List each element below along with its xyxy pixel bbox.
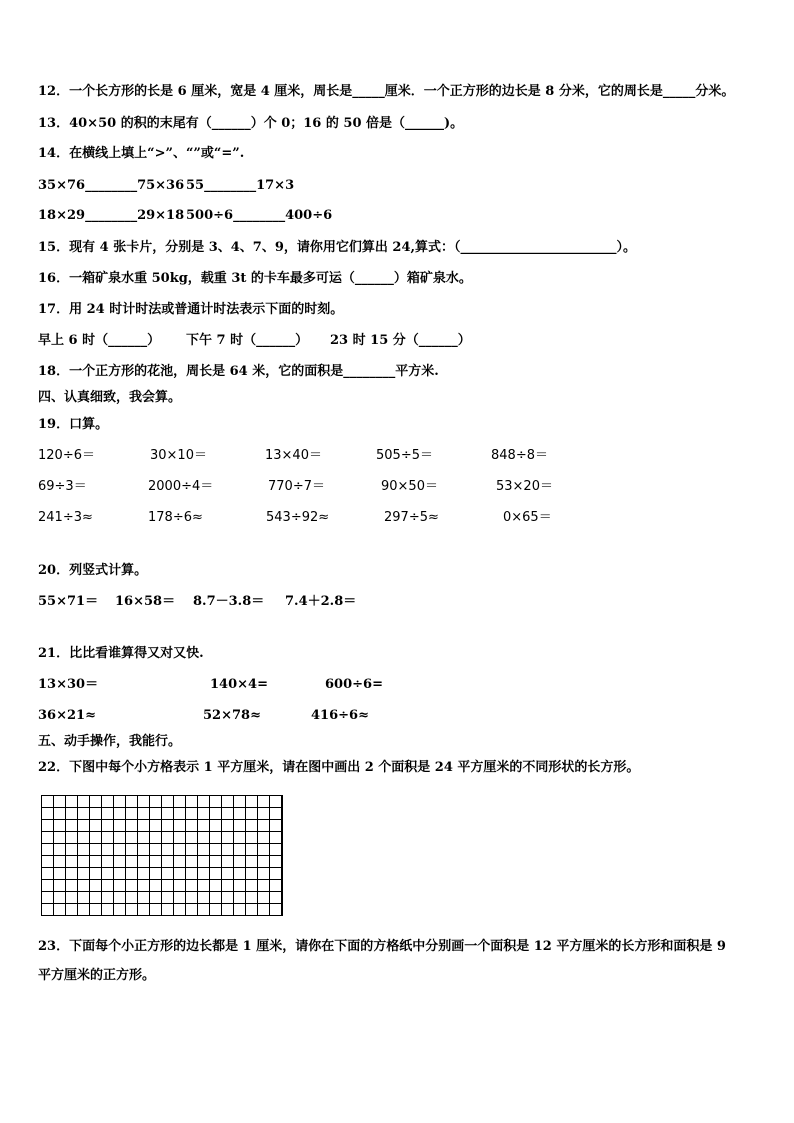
question-22: 22．下图中每个小方格表示 1 平方厘米，请在图中画出 2 个面积是 24 平方厘米的不同形状的长方形。	[38, 760, 640, 775]
q19-item: 848÷8＝	[491, 448, 548, 463]
question-14: 14．在横线上填上“>”、“”或“=”.	[38, 146, 245, 161]
q21-item: 13×30＝	[38, 677, 99, 692]
q20-item: 8.7－3.8＝	[193, 594, 265, 609]
q21-item: 36×21≈	[38, 708, 96, 723]
q19-item: 30×10＝	[150, 448, 207, 463]
question-21: 21．比比看谁算得又对又快.	[38, 646, 204, 661]
q19-item: 90×50＝	[381, 479, 438, 494]
q17-item-b: 下午 7 时（______）	[186, 333, 309, 348]
q20-item: 7.4＋2.8＝	[285, 594, 357, 609]
question-16: 16．一箱矿泉水重 50kg，载重 3t 的卡车最多可运（______）箱矿泉水。	[38, 271, 472, 286]
q19-item: 53×20＝	[496, 479, 553, 494]
q20-item: 55×71＝	[38, 594, 99, 609]
q14-item-1b: 55________17×3	[186, 178, 295, 193]
question-13: 13．40×50 的积的末尾有（______）个 0；16 的 50 倍是（______)。	[38, 116, 464, 131]
section-4-title: 四、认真细致，我会算。	[38, 390, 182, 405]
q19-item: 297÷5≈	[384, 510, 439, 525]
square-grid[interactable]	[41, 795, 283, 916]
q19-item: 543÷92≈	[266, 510, 330, 525]
q14-item-1a: 35×76________75×36	[38, 178, 185, 193]
q19-item: 0×65＝	[503, 510, 552, 525]
section-5-title: 五、动手操作，我能行。	[38, 734, 182, 749]
q21-item: 52×78≈	[203, 708, 261, 723]
q21-item: 600÷6=	[325, 677, 383, 692]
q19-item: 120÷6＝	[38, 448, 95, 463]
q14-item-2a: 18×29________29×18	[38, 208, 185, 223]
q19-item: 2000÷4＝	[148, 479, 214, 494]
q21-item: 416÷6≈	[311, 708, 369, 723]
q17-item-a: 早上 6 时（______）	[38, 333, 161, 348]
question-17: 17．用 24 时计时法或普通计时法表示下面的时刻。	[38, 302, 344, 317]
question-12: 12．一个长方形的长是 6 厘米，宽是 4 厘米，周长是_____厘米．一个正方形的边长是 8 分米，它的周长是_____分米。	[38, 84, 735, 99]
question-15: 15．现有 4 张卡片，分别是 3、4、7、9，请你用它们算出 24,算式：（________________________）。	[38, 240, 637, 255]
q19-item: 770÷7＝	[268, 479, 325, 494]
q21-item: 140×4=	[210, 677, 268, 692]
q19-item: 69÷3＝	[38, 479, 87, 494]
q20-item: 16×58＝	[115, 594, 176, 609]
q14-item-2b: 500÷6________400÷6	[186, 208, 333, 223]
question-20: 20．列竖式计算。	[38, 563, 148, 578]
question-23-line-1: 23．下面每个小正方形的边长都是 1 厘米，请你在下面的方格纸中分别画一个面积是 12 平方厘米的长方形和面积是 9	[38, 939, 726, 954]
q19-item: 241÷3≈	[38, 510, 93, 525]
question-19: 19．口算。	[38, 417, 109, 432]
q19-item: 178÷6≈	[148, 510, 203, 525]
q19-item: 505÷5＝	[376, 448, 433, 463]
q19-item: 13×40＝	[265, 448, 322, 463]
q17-item-c: 23 时 15 分（______）	[330, 333, 471, 348]
question-18: 18．一个正方形的花池，周长是 64 米，它的面积是________平方米.	[38, 364, 439, 379]
question-23-line-2: 平方厘米的正方形。	[38, 968, 156, 983]
